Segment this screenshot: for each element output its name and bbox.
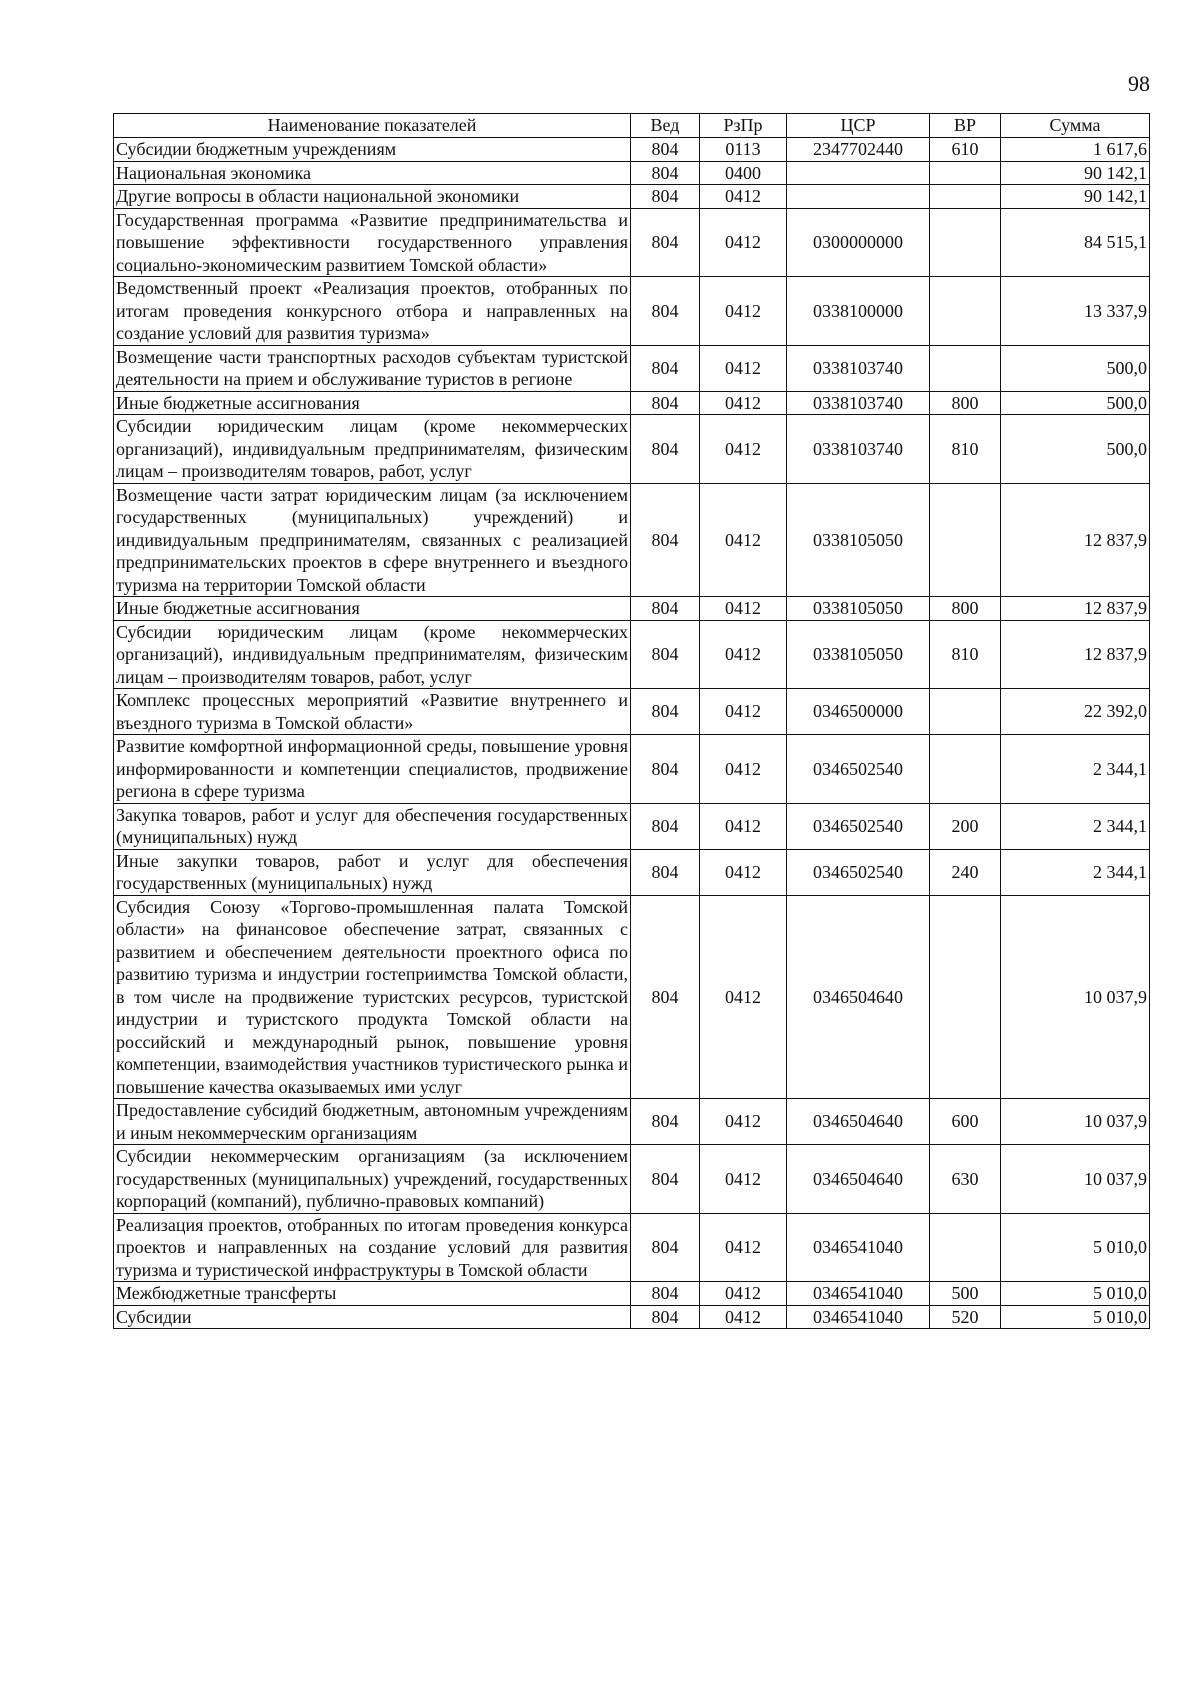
table-row: [114, 1305, 1150, 1329]
cell-sum: 2 344,1: [1001, 849, 1150, 895]
table-row: [114, 1213, 1150, 1282]
table-row: [114, 415, 1150, 484]
cell-rzpr: 0412: [700, 735, 787, 804]
cell-rzpr: 0412: [700, 1305, 787, 1329]
header-rzpr: РзПр: [700, 114, 787, 138]
table-row: [114, 620, 1150, 689]
cell-vr: [930, 345, 1001, 391]
cell-name: Предоставление субсидий бюджетным, автономным учреждениям и иным некоммерческим организациям: [114, 1099, 631, 1145]
cell-csr: 0338103740: [787, 415, 930, 484]
cell-csr: 0338105050: [787, 597, 930, 621]
cell-ved: 804: [631, 735, 700, 804]
cell-csr: [787, 185, 930, 209]
cell-ved: 804: [631, 849, 700, 895]
table-row: [114, 689, 1150, 735]
cell-csr: 0346504640: [787, 1099, 930, 1145]
cell-sum: 10 037,9: [1001, 1145, 1150, 1214]
cell-ved: 804: [631, 689, 700, 735]
cell-vr: [930, 277, 1001, 346]
cell-rzpr: 0412: [700, 1099, 787, 1145]
header-csr: ЦСР: [787, 114, 930, 138]
cell-name: Субсидия Союзу «Торгово-промышленная палата Томской области» на финансовое обеспечение затрат, связанных с развитием и обеспечением деятельности проектного офиса по развитию туризма и индустрии гостеприимства Томской области, в том числе на продвижение туристских ресурсов, туристской индустрии и туристского продукта Томской области на российский и международный рынок, повышение уровня компетенции, взаимодействия участников туристического рынка и повышение качества оказываемых ими услуг: [114, 895, 631, 1099]
table-row: [114, 138, 1150, 162]
cell-sum: 13 337,9: [1001, 277, 1150, 346]
cell-rzpr: 0412: [700, 208, 787, 277]
cell-vr: [930, 1213, 1001, 1282]
cell-rzpr: 0412: [700, 895, 787, 1099]
cell-ved: 804: [631, 1282, 700, 1306]
table-row: [114, 345, 1150, 391]
header-name: Наименование показателей: [114, 114, 631, 138]
cell-sum: 90 142,1: [1001, 185, 1150, 209]
cell-sum: 2 344,1: [1001, 735, 1150, 804]
cell-name: Субсидии юридическим лицам (кроме некоммерческих организаций), индивидуальным предпринимателям, физическим лицам – производителям товаров, работ, услуг: [114, 415, 631, 484]
cell-name: Иные бюджетные ассигнования: [114, 391, 631, 415]
cell-ved: 804: [631, 208, 700, 277]
cell-csr: 2347702440: [787, 138, 930, 162]
cell-sum: 10 037,9: [1001, 895, 1150, 1099]
cell-name: Другие вопросы в области национальной экономики: [114, 185, 631, 209]
table-body: [114, 138, 1150, 1329]
cell-csr: 0338105050: [787, 620, 930, 689]
cell-ved: 804: [631, 185, 700, 209]
cell-vr: 520: [930, 1305, 1001, 1329]
cell-rzpr: 0412: [700, 1145, 787, 1214]
cell-sum: 84 515,1: [1001, 208, 1150, 277]
table-row: [114, 735, 1150, 804]
cell-csr: 0346504640: [787, 1145, 930, 1214]
cell-sum: 5 010,0: [1001, 1305, 1150, 1329]
table-row: [114, 597, 1150, 621]
cell-vr: [930, 895, 1001, 1099]
cell-vr: [930, 735, 1001, 804]
cell-name: Национальная экономика: [114, 161, 631, 185]
cell-ved: 804: [631, 161, 700, 185]
cell-rzpr: 0412: [700, 1213, 787, 1282]
cell-vr: [930, 208, 1001, 277]
cell-vr: 610: [930, 138, 1001, 162]
cell-ved: 804: [631, 597, 700, 621]
cell-vr: 800: [930, 391, 1001, 415]
cell-name: Субсидии бюджетным учреждениям: [114, 138, 631, 162]
cell-vr: [930, 689, 1001, 735]
cell-vr: 600: [930, 1099, 1001, 1145]
table-row: [114, 208, 1150, 277]
header-ved: Вед: [631, 114, 700, 138]
header-vr: ВР: [930, 114, 1001, 138]
table-row: [114, 277, 1150, 346]
cell-csr: 0300000000: [787, 208, 930, 277]
cell-name: Закупка товаров, работ и услуг для обеспечения государственных (муниципальных) нужд: [114, 803, 631, 849]
cell-vr: 810: [930, 415, 1001, 484]
cell-ved: 804: [631, 1305, 700, 1329]
cell-vr: [930, 185, 1001, 209]
cell-vr: 810: [930, 620, 1001, 689]
cell-name: Реализация проектов, отобранных по итогам проведения конкурса проектов и направленных на создание условий для развития туризма и туристической инфраструктуры в Томской области: [114, 1213, 631, 1282]
table-row: [114, 1099, 1150, 1145]
header-sum: Сумма: [1001, 114, 1150, 138]
cell-sum: 22 392,0: [1001, 689, 1150, 735]
cell-rzpr: 0412: [700, 849, 787, 895]
cell-name: Субсидии некоммерческим организациям (за исключением государственных (муниципальных) учреждений, государственных корпораций (компаний), публично-правовых компаний): [114, 1145, 631, 1214]
cell-ved: 804: [631, 415, 700, 484]
cell-ved: 804: [631, 1099, 700, 1145]
cell-name: Иные бюджетные ассигнования: [114, 597, 631, 621]
cell-ved: 804: [631, 895, 700, 1099]
cell-name: Комплекс процессных мероприятий «Развитие внутреннего и въездного туризма в Томской области»: [114, 689, 631, 735]
cell-rzpr: 0412: [700, 345, 787, 391]
cell-csr: 0346541040: [787, 1213, 930, 1282]
table-row: [114, 803, 1150, 849]
budget-table: [113, 113, 1150, 1329]
cell-name: Субсидии: [114, 1305, 631, 1329]
cell-csr: 0346541040: [787, 1305, 930, 1329]
cell-rzpr: 0412: [700, 391, 787, 415]
cell-sum: 12 837,9: [1001, 483, 1150, 597]
cell-ved: 804: [631, 1145, 700, 1214]
cell-vr: 240: [930, 849, 1001, 895]
cell-sum: 12 837,9: [1001, 620, 1150, 689]
cell-rzpr: 0412: [700, 415, 787, 484]
cell-name: Возмещение части затрат юридическим лицам (за исключением государственных (муниципальных) учреждений) и индивидуальным предпринимателям, связанных с реализацией предпринимательских проектов в сфере внутреннего и въездного туризма на территории Томской области: [114, 483, 631, 597]
cell-rzpr: 0412: [700, 185, 787, 209]
cell-name: Развитие комфортной информационной среды, повышение уровня информированности и компетенции специалистов, продвижение региона в сфере туризма: [114, 735, 631, 804]
cell-rzpr: 0412: [700, 277, 787, 346]
cell-ved: 804: [631, 483, 700, 597]
cell-name: Государственная программа «Развитие предпринимательства и повышение эффективности государственного управления социально-экономическим развитием Томской области»: [114, 208, 631, 277]
cell-rzpr: 0412: [700, 689, 787, 735]
cell-rzpr: 0412: [700, 803, 787, 849]
cell-vr: 800: [930, 597, 1001, 621]
page-number: 98: [1128, 71, 1150, 96]
cell-csr: 0346502540: [787, 735, 930, 804]
cell-ved: 804: [631, 391, 700, 415]
cell-name: Иные закупки товаров, работ и услуг для обеспечения государственных (муниципальных) нужд: [114, 849, 631, 895]
cell-sum: 2 344,1: [1001, 803, 1150, 849]
cell-sum: 500,0: [1001, 345, 1150, 391]
cell-ved: 804: [631, 620, 700, 689]
cell-csr: 0346502540: [787, 803, 930, 849]
cell-vr: [930, 161, 1001, 185]
cell-csr: 0346500000: [787, 689, 930, 735]
cell-csr: 0338103740: [787, 391, 930, 415]
cell-ved: 804: [631, 345, 700, 391]
table-row: [114, 895, 1150, 1099]
cell-rzpr: 0412: [700, 597, 787, 621]
cell-ved: 804: [631, 138, 700, 162]
cell-sum: 12 837,9: [1001, 597, 1150, 621]
cell-sum: 90 142,1: [1001, 161, 1150, 185]
cell-sum: 500,0: [1001, 391, 1150, 415]
cell-sum: 5 010,0: [1001, 1282, 1150, 1306]
cell-name: Ведомственный проект «Реализация проектов, отобранных по итогам проведения конкурсного отбора и направленных на создание условий для развития туризма»: [114, 277, 631, 346]
cell-csr: 0338105050: [787, 483, 930, 597]
table-row: [114, 391, 1150, 415]
table-row: [114, 1145, 1150, 1214]
cell-sum: 10 037,9: [1001, 1099, 1150, 1145]
table-row: [114, 185, 1150, 209]
header-row: [114, 114, 1150, 138]
cell-vr: 500: [930, 1282, 1001, 1306]
cell-csr: 0346502540: [787, 849, 930, 895]
cell-name: Межбюджетные трансферты: [114, 1282, 631, 1306]
cell-vr: 630: [930, 1145, 1001, 1214]
cell-rzpr: 0412: [700, 620, 787, 689]
cell-sum: 500,0: [1001, 415, 1150, 484]
cell-rzpr: 0113: [700, 138, 787, 162]
cell-vr: [930, 483, 1001, 597]
cell-name: Возмещение части транспортных расходов субъектам туристской деятельности на прием и обслуживание туристов в регионе: [114, 345, 631, 391]
cell-ved: 804: [631, 277, 700, 346]
table-row: [114, 161, 1150, 185]
cell-csr: 0346504640: [787, 895, 930, 1099]
cell-sum: 5 010,0: [1001, 1213, 1150, 1282]
cell-name: Субсидии юридическим лицам (кроме некоммерческих организаций), индивидуальным предпринимателям, физическим лицам – производителям товаров, работ, услуг: [114, 620, 631, 689]
cell-csr: 0338100000: [787, 277, 930, 346]
table-row: [114, 849, 1150, 895]
cell-sum: 1 617,6: [1001, 138, 1150, 162]
table-row: [114, 1282, 1150, 1306]
table-header: [114, 114, 1150, 138]
cell-vr: 200: [930, 803, 1001, 849]
table-row: [114, 483, 1150, 597]
cell-rzpr: 0412: [700, 1282, 787, 1306]
cell-ved: 804: [631, 803, 700, 849]
cell-csr: 0338103740: [787, 345, 930, 391]
cell-ved: 804: [631, 1213, 700, 1282]
cell-csr: 0346541040: [787, 1282, 930, 1306]
cell-csr: [787, 161, 930, 185]
cell-rzpr: 0400: [700, 161, 787, 185]
cell-rzpr: 0412: [700, 483, 787, 597]
